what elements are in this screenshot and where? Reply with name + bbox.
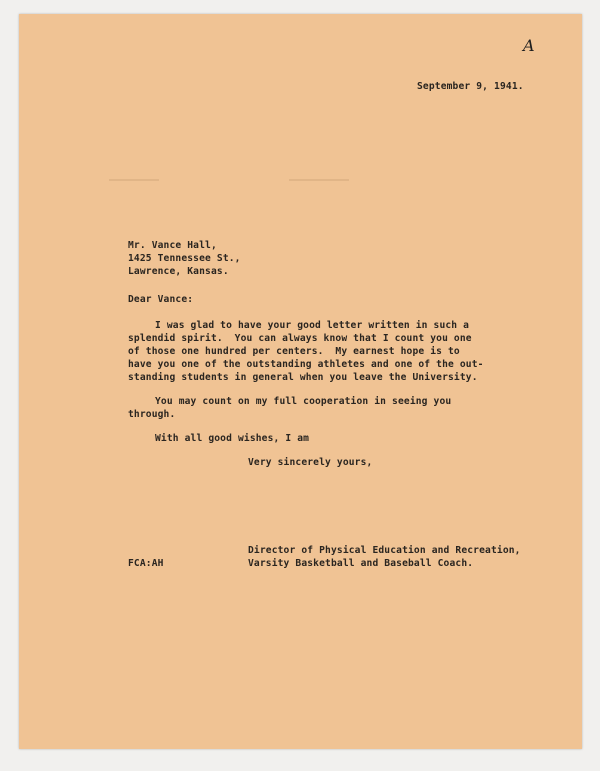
address-line-3: Lawrence, Kansas. <box>128 266 229 277</box>
paragraph-1-line-3: of those one hundred per centers. My earnest hope is to <box>128 346 460 357</box>
letter-page <box>19 14 582 749</box>
address-line-1: Mr. Vance Hall, <box>128 240 217 251</box>
salutation: Dear Vance: <box>128 294 194 305</box>
paper-mark <box>289 179 349 181</box>
signature-title-line-2: Varsity Basketball and Baseball Coach. <box>248 558 474 569</box>
reference-initials: FCA:AH <box>128 558 164 569</box>
paragraph-2-line-2: through. <box>128 409 176 420</box>
paper-mark <box>109 179 159 181</box>
paragraph-1-line-2: splendid spirit. You can always know that I count you one <box>128 333 472 344</box>
paragraph-2-line-1: You may count on my full cooperation in seeing you <box>155 396 452 407</box>
address-line-2: 1425 Tennessee St., <box>128 253 241 264</box>
complimentary-closing: Very sincerely yours, <box>248 457 373 468</box>
handwritten-annotation: A <box>523 36 535 55</box>
paragraph-3: With all good wishes, I am <box>155 433 310 444</box>
paragraph-1-line-5: standing students in general when you leave the University. <box>128 372 478 383</box>
signature-title-line-1: Director of Physical Education and Recreation, <box>248 545 521 556</box>
paragraph-1-line-4: have you one of the outstanding athletes and one of the out- <box>128 359 484 370</box>
paragraph-1-line-1: I was glad to have your good letter written in such a <box>155 320 470 331</box>
letter-date: September 9, 1941. <box>417 81 524 92</box>
